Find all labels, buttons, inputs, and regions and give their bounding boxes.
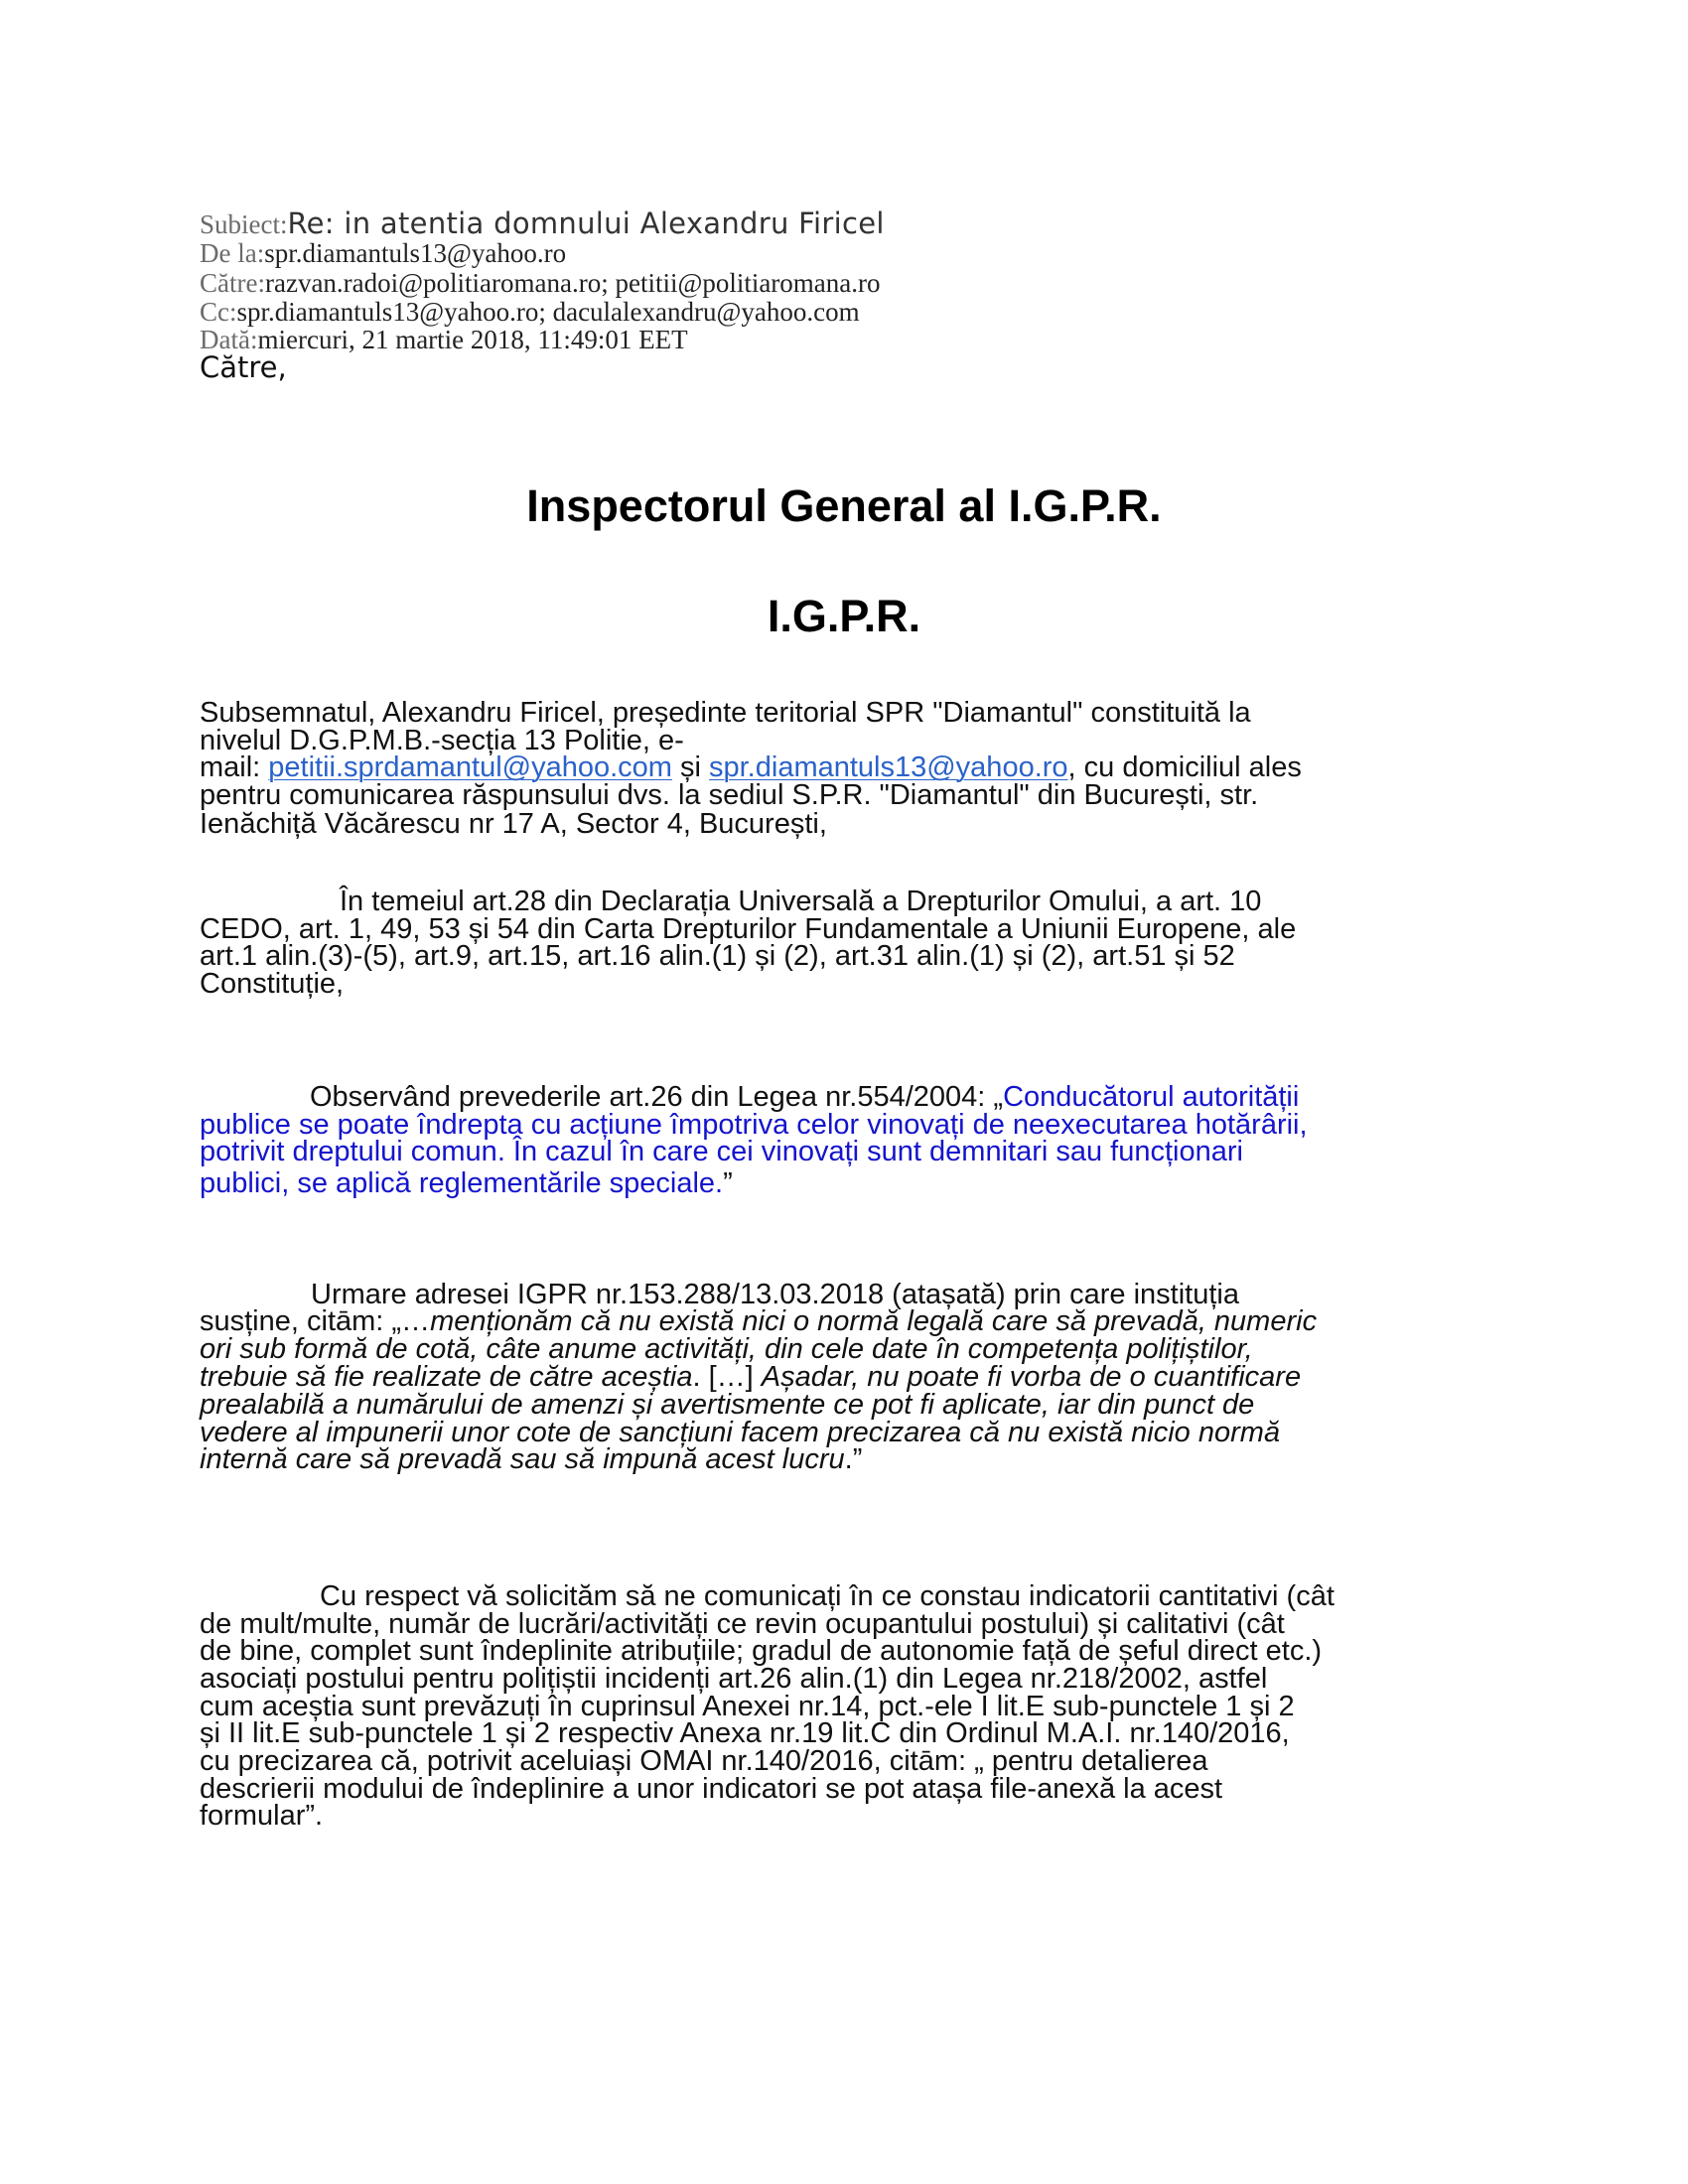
igpr-reply-line: Urmare adresei IGPR nr.153.288/13.03.2018 (atașată) prin care instituția xyxy=(311,1279,1239,1310)
igpr-reply-line xyxy=(200,1307,1317,1336)
law-quote-line xyxy=(310,1083,1299,1112)
salutation: Către, xyxy=(200,350,287,384)
cc-line xyxy=(200,299,860,326)
request-line: Cu respect vă solicităm să ne comunicați în ce constau indicatorii cantitativi (cât xyxy=(320,1580,1335,1612)
request-line: cum aceștia sunt prevăzuți în cuprinsul Anexei nr.14, pct.-ele I lit.E sub-punctele 1 și 2 xyxy=(200,1691,1295,1722)
from-label: De la: xyxy=(200,238,265,268)
from-line xyxy=(200,240,566,267)
legal-basis-line: În temeiul art.28 din Declarația Universală a Drepturilor Omului, a art. 10 xyxy=(340,886,1262,917)
closing-quote: .” xyxy=(844,1443,863,1475)
request-line: asociați postului pentru polițiștii incidenți art.26 alin.(1) din Legea nr.218/2002, astfel xyxy=(200,1663,1268,1695)
intro-line xyxy=(200,753,1302,782)
letter-title: Inspectorul General al I.G.P.R. xyxy=(526,480,1162,531)
request-line: de mult/multe, număr de lucrări/activități ce revin ocupantului postului) și calitativi (cât xyxy=(200,1608,1285,1640)
mail-suffix: , cu domiciliul ales xyxy=(1067,751,1302,783)
legal-basis-line: Constituție, xyxy=(200,968,345,1000)
citation-text: internă care să prevadă sau să impună acest lucru xyxy=(200,1443,845,1475)
igpr-reply-line xyxy=(200,1445,862,1474)
request-line: și II lit.E sub-punctele 1 și 2 respectiv Anexa nr.19 lit.C din Ordinul M.A.I. nr.140/2016, xyxy=(200,1717,1290,1749)
to-value: razvan.radoi@politiaromana.ro; petitii@politiaromana.ro xyxy=(264,268,881,298)
igpr-reply-line: ori sub formă de cotă, câte anume activități, din cele date în competența polițiștilor, xyxy=(200,1333,1253,1365)
law-quote-text: publici, se aplică reglementările speciale. xyxy=(200,1167,724,1199)
mail-prefix: mail: xyxy=(200,751,269,783)
legal-basis-line: art.1 alin.(3)-(5), art.9, art.15, art.16 alin.(1) și (2), art.31 alin.(1) și (2), art.51 și 52 xyxy=(200,940,1235,972)
law-quote-line: publice se poate îndrepta cu acțiune împotriva celor vinovați de neexecutarea hotărârii, xyxy=(200,1109,1308,1141)
subject-line xyxy=(200,206,885,240)
to-label: Către: xyxy=(200,268,265,298)
from-value: spr.diamantuls13@yahoo.ro xyxy=(264,238,567,268)
intro-line: Ienăchiță Văcărescu nr 17 A, Sector 4, București, xyxy=(200,808,827,840)
closing-quote: ” xyxy=(723,1167,733,1199)
intro-line: nivelul D.G.P.M.B.-secția 13 Politie, e- xyxy=(200,725,684,756)
conjunction: și xyxy=(671,751,709,783)
date-value: miercuri, 21 martie 2018, 11:49:01 EET xyxy=(257,325,688,354)
igpr-reply-line: prealabilă a numărului de amenzi și avertismente ce pot fi aplicate, iar din punct de xyxy=(200,1389,1255,1421)
date-label: Dată: xyxy=(200,325,258,354)
date-line xyxy=(200,327,688,353)
citation-text: menționăm că nu există nici o normă legală care să prevadă, numeric xyxy=(430,1305,1318,1337)
igpr-reply-line: vedere al impunerii unor cote de sancțiuni facem precizarea că nu există nicio normă xyxy=(200,1417,1281,1448)
request-line: de bine, complet sunt îndeplinite atribuțiile; gradul de autonomie față de șeful direct etc.) xyxy=(200,1635,1323,1667)
igpr-reply-line xyxy=(200,1363,1301,1392)
cc-value: spr.diamantuls13@yahoo.ro; daculalexandru@yahoo.com xyxy=(236,297,860,327)
subject-value: Re: in atentia domnului Alexandru Firicel xyxy=(287,206,885,240)
ellipsis: . […] xyxy=(692,1361,762,1393)
request-line: descrierii modului de îndeplinire a unor indicatori se pot atașa file-anexă la acest xyxy=(200,1773,1223,1805)
letter-subtitle: I.G.P.R. xyxy=(767,591,921,641)
law-quote-line: potrivit dreptului comun. În cazul în care cei vinovați sunt demnitari sau funcționari xyxy=(200,1136,1243,1167)
to-line xyxy=(200,270,881,297)
law-quote-line xyxy=(200,1169,733,1198)
request-line: cu precizarea că, potrivit aceluiași OMAI nr.140/2016, citām: „ pentru detalierea xyxy=(200,1745,1208,1777)
law-quote-text: Conducătorul autorității xyxy=(1003,1081,1300,1113)
citation-text: trebuie să fie realizate de către aceștia xyxy=(200,1361,693,1393)
request-line: formular”. xyxy=(200,1800,324,1832)
legal-basis-line: CEDO, art. 1, 49, 53 și 54 din Carta Drepturilor Fundamentale a Uniunii Europene, ale xyxy=(200,913,1297,945)
intro-line: pentru comunicarea răspunsului dvs. la sediul S.P.R. "Diamantul" din București, str. xyxy=(200,779,1259,811)
citation-intro: susține, citām: „… xyxy=(200,1305,431,1337)
email-link-spr[interactable]: spr.diamantuls13@yahoo.ro xyxy=(709,751,1068,783)
intro-line: Subsemnatul, Alexandru Firicel, președinte teritorial SPR "Diamantul" constituită la xyxy=(200,697,1251,729)
law-quote-intro: Observând prevederile art.26 din Legea nr.554/2004: „ xyxy=(310,1081,1004,1113)
subject-label: Subiect: xyxy=(200,209,288,239)
cc-label: Cc: xyxy=(200,297,237,327)
citation-text: Așadar, nu poate fi vorba de o cuantificare xyxy=(761,1361,1302,1393)
email-link-petitii[interactable]: petitii.sprdamantul@yahoo.com xyxy=(268,751,672,783)
